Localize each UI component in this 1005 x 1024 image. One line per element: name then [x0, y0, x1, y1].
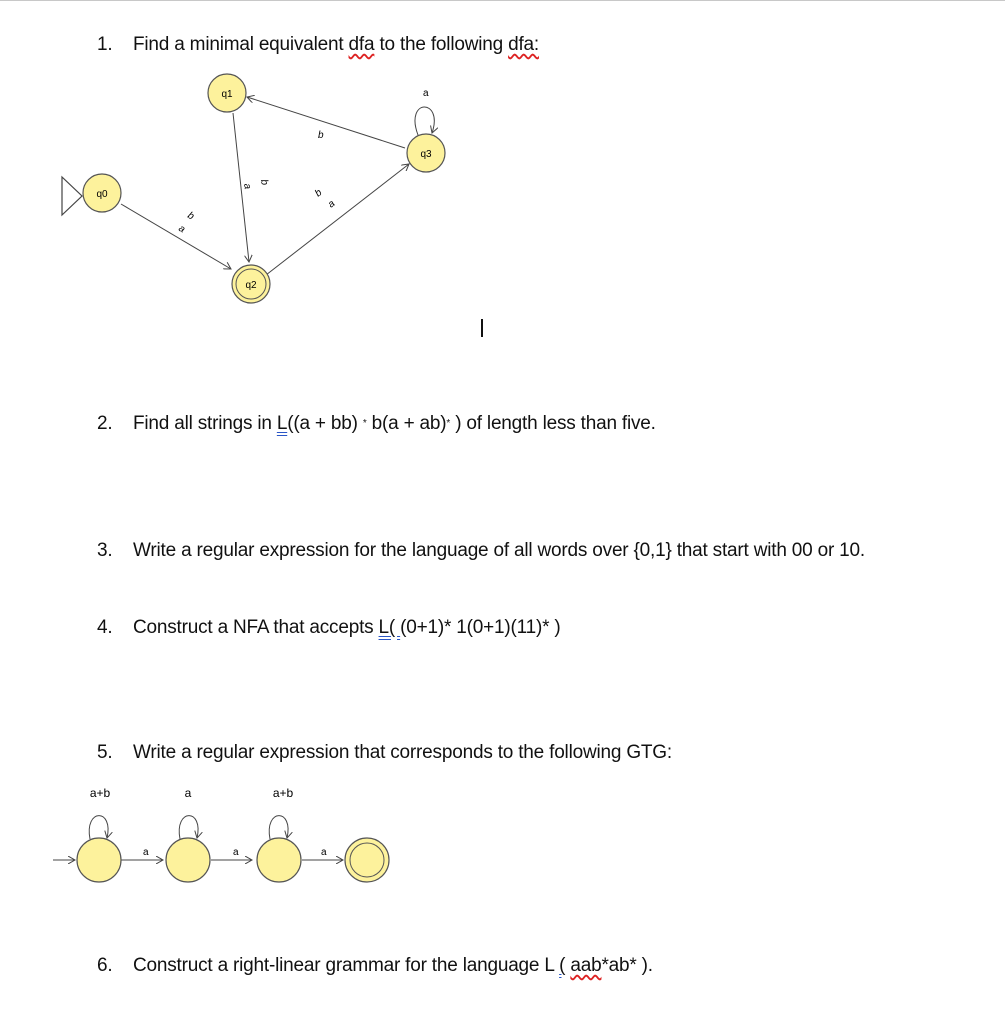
edge-label: b: [313, 187, 325, 200]
edge-label: a: [423, 88, 429, 99]
edge-q3-q1: [247, 97, 405, 148]
grammar-mark: L(: [378, 617, 401, 638]
grammar-mark: (: [559, 955, 566, 976]
question-1: 1. Find a minimal equivalent dfa to the following dfa:: [97, 34, 539, 55]
edge-label: a: [176, 223, 187, 236]
dfa-diagram: [62, 74, 445, 303]
gtg-loop-2: [179, 816, 198, 839]
gtg-loop-3: [269, 816, 288, 839]
edge-label: b: [318, 130, 324, 141]
gtg-edge-label: a: [321, 847, 327, 858]
gtg-loop-label: a+b: [272, 786, 294, 800]
question-2-number: 2.: [97, 413, 113, 434]
gtg-state-3: [257, 838, 301, 882]
edge-label: a: [241, 182, 253, 190]
question-4: 4. Construct a NFA that accepts L( (0+1)* 1(0+1)(11)* ): [97, 617, 561, 638]
question-3: 3. Write a regular expression for the language of all words over {0,1} that start with 00 or 10.: [97, 540, 865, 561]
gtg-loop-label: a: [184, 786, 192, 800]
gtg-state-1: [77, 838, 121, 882]
question-5: 5. Write a regular expression that corresponds to the following GTG:: [97, 742, 672, 763]
grammar-mark: L: [276, 413, 288, 434]
question-2: 2. Find all strings in L((a + bb) * b(a + ab)* ) of length less than five.: [97, 413, 656, 434]
text-cursor: [481, 319, 483, 337]
gtg-loop-label: a+b: [89, 786, 111, 800]
start-arrow: [62, 177, 82, 215]
state-label-q2: q2: [245, 280, 257, 291]
state-label-q1: q1: [221, 89, 233, 100]
gtg-edge-label: a: [143, 847, 149, 858]
edge-q2-q3: [266, 164, 409, 275]
state-label-q3: q3: [420, 149, 432, 160]
spellcheck-word: dfa:: [508, 34, 539, 55]
gtg-diagram: [53, 786, 389, 882]
edge-label: b: [185, 210, 196, 223]
question-6-number: 6.: [97, 955, 113, 976]
state-label-q0: q0: [96, 189, 108, 200]
gtg-state-2: [166, 838, 210, 882]
question-3-number: 3.: [97, 540, 113, 561]
spellcheck-word: dfa: [348, 34, 375, 55]
edge-label: b: [258, 178, 270, 186]
gtg-loop-1: [89, 816, 108, 839]
edge-q0-q2: [121, 204, 231, 269]
edge-label: a: [326, 198, 338, 211]
question-6: 6. Construct a right-linear grammar for the language L ( aab*ab* ).: [97, 955, 653, 976]
question-4-number: 4.: [97, 617, 113, 638]
gtg-state-final: [345, 838, 389, 882]
question-5-number: 5.: [97, 742, 113, 763]
gtg-edge-label: a: [233, 847, 239, 858]
question-1-number: 1.: [97, 34, 113, 55]
spellcheck-word: aab: [570, 955, 602, 976]
edge-q3-self-loop: [415, 107, 434, 135]
